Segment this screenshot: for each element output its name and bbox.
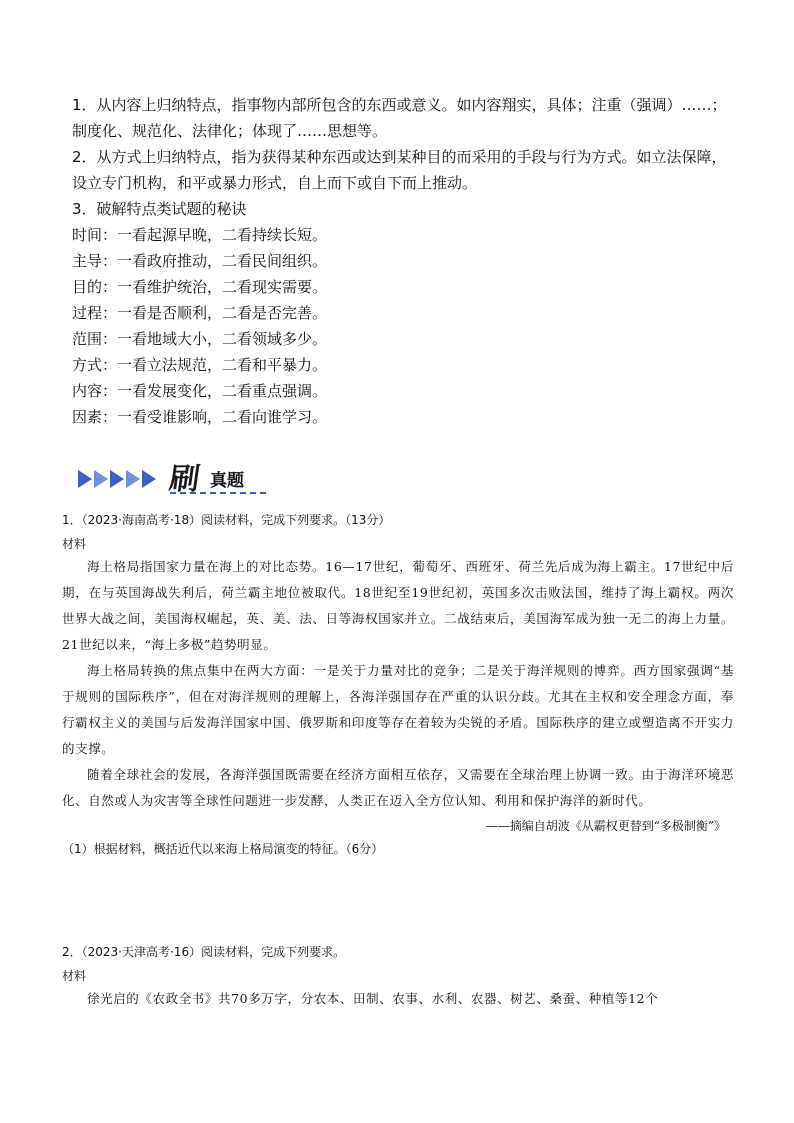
material-paragraph: 海上格局指国家力量在海上的对比态势。16—17世纪，葡萄牙、西班牙、荷兰先后成为海上霸主。17世纪中后期，在与英国海战失利后，荷兰霸主地位被取代。18世纪至19世纪初，英国多次击败法国，维持了海上霸权。两次世界大战之间，美国海权崛起，英、美、法、日等海权国家并立。二战结束后，美国海军成为独一无二的海上力量。21世纪以来，“海上多极”趋势明显。 [62, 559, 734, 652]
tip-line: 2．从方式上归纳特点，指为获得某种东西或达到某种目的而采用的手段与行为方式。如立法保障，设立专门机构，和平或暴力形式，自上而下或自下而上推动。 [72, 148, 727, 192]
tip-line: 过程：一看是否顺利，二看是否完善。 [72, 304, 328, 322]
question-heading: 2．（2023·天津高考·16）阅读材料，完成下列要求。 [62, 945, 346, 959]
tip-line: 内容：一看发展变化，二看重点强调。 [72, 382, 328, 400]
dashed-underline [170, 492, 266, 494]
tip-line: 因素：一看受谁影响，二看向谁学习。 [72, 408, 328, 426]
question-heading: 1．（2023·海南高考·18）阅读材料，完成下列要求。（13分） [62, 513, 391, 527]
material-paragraph: 徐光启的《农政全书》共70多万字，分农本、田制、农事、水利、农器、树艺、桑蚕、种植等12个 [87, 991, 659, 1006]
material-label: 材料 [62, 537, 87, 551]
tip-line: 1．从内容上归纳特点，指事物内部所包含的东西或意义。如内容翔实，具体；注重（强调）……；制度化、规范化、法律化；体现了……思想等。 [72, 96, 727, 140]
material-text [62, 554, 734, 814]
tip-line: 目的：一看维护统治，二看现实需要。 [72, 278, 328, 296]
question-1 [62, 510, 734, 860]
material-source: ——摘编自胡波《从霸权更替到“多极制衡”》 [485, 819, 726, 833]
section-title: 真题 [210, 471, 244, 491]
material-paragraph: 随着全球社会的发展，各海洋强国既需要在经济方面相互依存，又需要在全球治理上协调一致。由于海洋环境恶化、自然或人为灾害等全球性问题进一步发酵，人类正在迈入全方位认知、利用和保护海洋的新时代。 [62, 767, 734, 808]
tip-line: 范围：一看地域大小，二看领域多少。 [72, 330, 328, 348]
material-label: 材料 [62, 969, 87, 983]
tip-line: 方式：一看立法规范，二看和平暴力。 [72, 356, 328, 374]
material-paragraph: 海上格局转换的焦点集中在两大方面：一是关于力量对比的竞争；二是关于海洋规则的博弈。西方国家强调“基于规则的国际秩序”，但在对海洋规则的理解上，各海洋强国存在严重的认识分歧。尤其在主权和安全理念方面，奉行霸权主义的美国与后发海洋国家中国、俄罗斯和印度等存在着较为尖锐的矛盾。国际秩序的建立或塑造离不开实力的支撑。 [62, 663, 734, 756]
brush-character: 刷 [167, 462, 202, 497]
tip-line: 主导：一看政府推动，二看民间组织。 [72, 252, 328, 270]
tip-line: 时间：一看起源早晚，二看持续长短。 [72, 226, 328, 244]
sub-question: （1）根据材料，概括近代以来海上格局演变的特征。（6分） [62, 842, 384, 856]
tip-line: 3．破解特点类试题的秘诀 [72, 200, 247, 218]
section-banner [78, 456, 278, 496]
method-tips [72, 92, 732, 430]
question-2 [62, 942, 734, 1012]
double-chevron-right-icon [78, 470, 158, 488]
material-text [62, 986, 734, 1012]
